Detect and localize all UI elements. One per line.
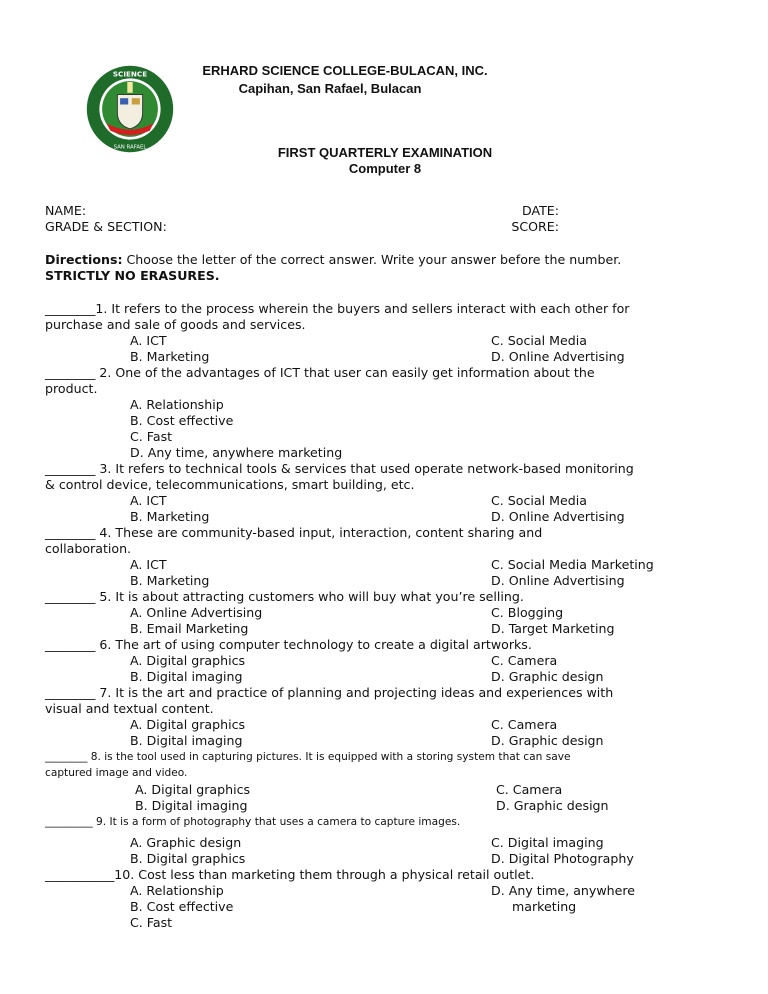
question-2-option-b: B. Cost effective: [130, 413, 234, 428]
svg-text:SCIENCE: SCIENCE: [112, 69, 148, 79]
question-10-option-b: B. Cost effective: [130, 899, 234, 914]
svg-text:SAN RAFAEL: SAN RAFAEL: [113, 144, 147, 151]
question-10-option-a: A. Relationship: [130, 883, 224, 898]
question-10-option-d-cont: marketing: [512, 899, 577, 914]
directions-text: Choose the letter of the correct answer. Write your answer before the number.: [122, 252, 622, 267]
question-3-text: ________ 3. It refers to technical tools & services that used operate network-based monitoring: [45, 461, 634, 476]
question-7-option-c: C. Camera: [491, 717, 558, 732]
directions-label: Directions:: [45, 252, 123, 267]
directions-note: STRICTLY NO ERASURES.: [45, 268, 220, 283]
question-7-option-a: A. Digital graphics: [130, 717, 246, 732]
question-2-option-d: D. Any time, anywhere marketing: [130, 445, 343, 460]
question-1-option-a: A. ICT: [130, 333, 167, 348]
question-4-text-cont: collaboration.: [45, 541, 132, 556]
question-8-option-b: B. Digital imaging: [135, 798, 248, 813]
question-7-option-d: D. Graphic design: [491, 733, 604, 748]
grade-section-field: GRADE & SECTION:: [45, 219, 167, 234]
question-8-text: ________ 8. is the tool used in capturing pictures. It is equipped with a storing system that can save: [45, 751, 571, 763]
question-9-option-a: A. Graphic design: [130, 835, 242, 850]
question-6-text: ________ 6. The art of using computer technology to create a digital artworks.: [45, 637, 532, 652]
question-4-option-d: D. Online Advertising: [491, 573, 625, 588]
question-8-option-c: C. Camera: [496, 782, 563, 797]
exam-title: FIRST QUARTERLY EXAMINATION: [277, 145, 493, 160]
question-3-option-b: B. Marketing: [130, 509, 210, 524]
question-7-option-b: B. Digital imaging: [130, 733, 243, 748]
question-3-option-c: C. Social Media: [491, 493, 587, 508]
question-1-option-b: B. Marketing: [130, 349, 210, 364]
question-4-option-a: A. ICT: [130, 557, 167, 572]
question-5-option-b: B. Email Marketing: [130, 621, 249, 636]
question-10-option-c: C. Fast: [130, 915, 173, 930]
question-5-option-c: C. Blogging: [491, 605, 564, 620]
question-1-option-d: D. Online Advertising: [491, 349, 625, 364]
question-4-option-b: B. Marketing: [130, 573, 210, 588]
question-2-text-cont: product.: [45, 381, 98, 396]
exam-subject: Computer 8: [348, 161, 422, 176]
question-1-option-c: C. Social Media: [491, 333, 587, 348]
school-logo: [85, 64, 175, 154]
question-6-option-a: A. Digital graphics: [130, 653, 246, 668]
question-10-text: ___________10. Cost less than marketing them through a physical retail outlet.: [45, 867, 535, 882]
school-name: ERHARD SCIENCE COLLEGE-BULACAN, INC.: [202, 63, 488, 78]
question-4-option-c: C. Social Media Marketing: [491, 557, 654, 572]
question-1-text-cont: purchase and sale of goods and services.: [45, 317, 306, 332]
date-field: DATE:: [521, 203, 559, 218]
question-10-option-d: D. Any time, anywhere: [491, 883, 636, 898]
question-5-option-a: A. Online Advertising: [130, 605, 263, 620]
question-5-text: ________ 5. It is about attracting customers who will buy what you’re selling.: [45, 589, 524, 604]
question-6-option-c: C. Camera: [491, 653, 558, 668]
question-2-text: ________ 2. One of the advantages of ICT that user can easily get information about the: [45, 365, 595, 380]
question-8-option-d: D. Graphic design: [496, 798, 609, 813]
question-7-text: ________ 7. It is the art and practice of planning and projecting ideas and experiences with: [45, 685, 614, 700]
question-9-option-d: D. Digital Photography: [491, 851, 634, 866]
question-3-text-cont: & control device, telecommunications, smart building, etc.: [45, 477, 415, 492]
question-8-option-a: A. Digital graphics: [135, 782, 251, 797]
question-6-option-b: B. Digital imaging: [130, 669, 243, 684]
question-9-option-b: B. Digital graphics: [130, 851, 246, 866]
question-7-text-cont: visual and textual content.: [45, 701, 214, 716]
question-4-text: ________ 4. These are community-based input, interaction, content sharing and: [45, 525, 543, 540]
question-3-option-a: A. ICT: [130, 493, 167, 508]
question-9-option-c: C. Digital imaging: [491, 835, 604, 850]
question-2-option-c: C. Fast: [130, 429, 173, 444]
question-5-option-d: D. Target Marketing: [491, 621, 615, 636]
school-address: Capihan, San Rafael, Bulacan: [238, 81, 422, 96]
question-3-option-d: D. Online Advertising: [491, 509, 625, 524]
name-field: NAME:: [45, 203, 87, 218]
question-2-option-a: A. Relationship: [130, 397, 224, 412]
directions: [45, 252, 621, 268]
question-9-text: _________ 9. It is a form of photography that uses a camera to capture images.: [45, 816, 461, 828]
question-8-text-cont: captured image and video.: [45, 767, 188, 779]
question-6-option-d: D. Graphic design: [491, 669, 604, 684]
question-1-text: ________1. It refers to the process wherein the buyers and sellers interact with each other for: [45, 301, 630, 316]
score-field: SCORE:: [511, 219, 559, 234]
